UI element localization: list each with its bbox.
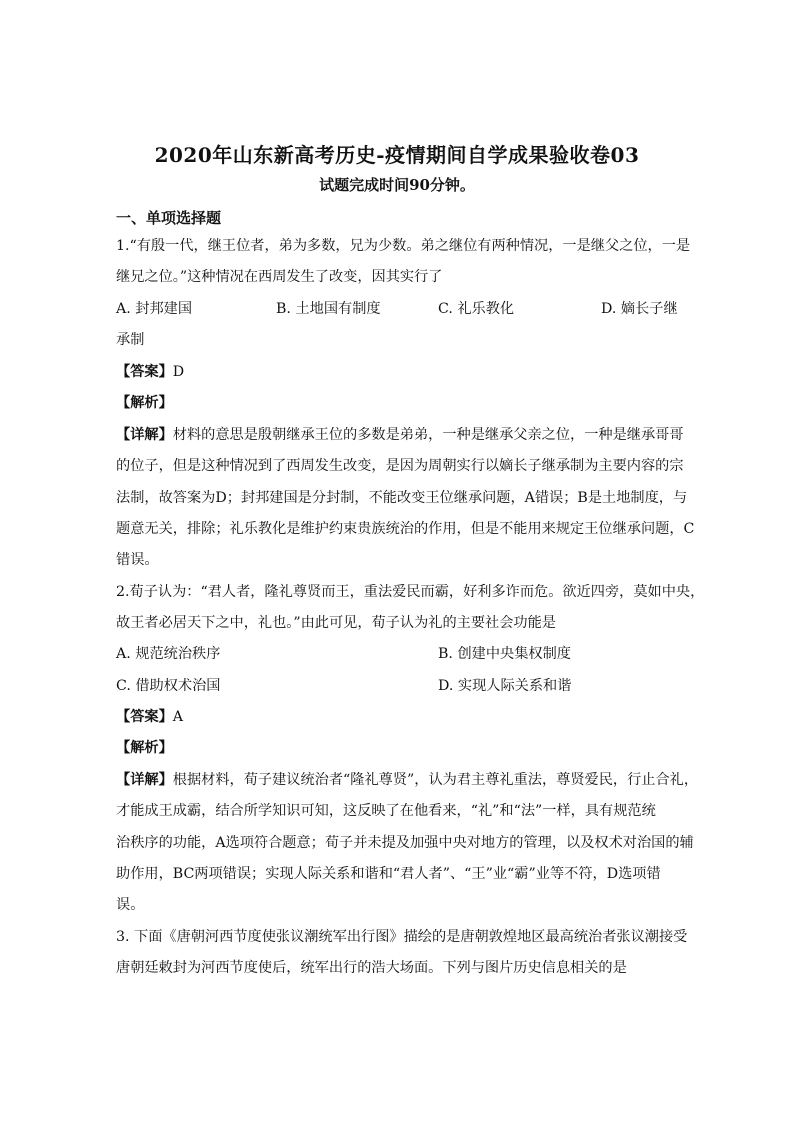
analysis-tag: 【解析】 [116,740,173,756]
q1-option-d: D. 嫡长子继 [601,301,678,317]
q1-detail-line-2: 的位子，但是这种情况到了西周发生改变，是因为周朝实行以嫡长子继承制为主要内容的宗 [116,458,684,474]
q2-stem-line-2: 故王者必居天下之中，礼也。”由此可见，荀子认为礼的主要社会功能是 [116,615,556,631]
q1-detail-line-4: 题意无关，排除；礼乐教化是维护约束贵族统治的作用，但是不能用来规定王位继承问题，C [116,521,695,537]
q2-option-c: C. 借助权术治国 [116,678,221,694]
q1-detail-line-1 [116,425,684,445]
q1-stem-line-1: 1.“有殷一代，继王位者，弟为多数，兄为少数。弟之继位有两种情况，一是继父之位，一是 [116,238,691,254]
q1-stem-line-2: 继兄之位。”这种情况在西周发生了改变，因其实行了 [116,269,443,285]
q1-detail-line-3: 法制，故答案为D；封邦建国是分封制，不能改变王位继承问题，A错误；B是土地制度，与 [116,490,688,506]
q1-detail-line-5: 错误。 [116,552,159,568]
q2-detail-line-1 [116,770,698,790]
q1-answer [116,362,184,382]
answer-tag: 【答案】 [116,364,173,380]
q1-option-d-wrap: 承制 [116,332,145,348]
q2-stem-line-1: 2.荀子认为：“君人者，隆礼尊贤而王，重法爱民而霸，好利多诈而危。欲近四旁，莫如中央， [116,584,705,600]
q2-answer [116,707,183,727]
detail-tag: 【详解】 [116,427,173,443]
q2-option-a: A. 规范统治秩序 [116,646,221,662]
detail-tag: 【详解】 [116,772,173,788]
q3-stem-line-1: 3. 下面《唐朝河西节度使张议潮统军出行图》描绘的是唐朝敦煌地区最高统治者张议潮接受 [116,929,688,945]
q3-stem-line-2: 唐朝廷敕封为河西节度使后，统军出行的浩大场面。下列与图片历史信息相关的是 [116,960,627,976]
answer-value: A [172,709,184,725]
answer-value: D [172,364,185,380]
q1-analysis-tag [116,393,173,413]
q2-detail-line-4: 助作用，BC两项错误；实现人际关系和谐和“君人者”、“王”业“霸”业等不符，D选项错 [116,866,661,882]
section-heading: 一、单项选择题 [116,209,222,227]
analysis-tag: 【解析】 [116,395,173,411]
page-subtitle: 试题完成时间90分钟。 [319,176,475,194]
page-title: 2020年山东新高考历史-疫情期间自学成果验收卷03 [154,143,640,167]
q2-option-b: B. 创建中央集权制度 [438,646,571,662]
q1-option-c: C. 礼乐教化 [438,301,515,317]
q2-analysis-tag [116,738,173,758]
q2-detail-line-3: 治秩序的功能，A选项符合题意；荀子并未提及加强中央对地方的管理，以及权术对治国的辅 [116,835,694,851]
q2-option-d: D. 实现人际关系和谐 [438,678,572,694]
q2-detail-line-2: 才能成王成霸，结合所学知识可知，这反映了在他看来，“礼”和“法”一样，具有规范统 [116,803,656,819]
q1-option-b: B. 土地国有制度 [276,301,381,317]
q1-option-a: A. 封邦建国 [116,301,193,317]
detail-text: 材料的意思是殷朝继承王位的多数是弟弟，一种是继承父亲之位，一种是继承哥哥 [172,427,684,443]
detail-text: 根据材料，荀子建议统治者“隆礼尊贤”，认为君主尊礼重法，尊贤爱民，行止合礼， [172,772,699,788]
q2-detail-line-5: 误。 [116,897,145,913]
answer-tag: 【答案】 [116,709,173,725]
